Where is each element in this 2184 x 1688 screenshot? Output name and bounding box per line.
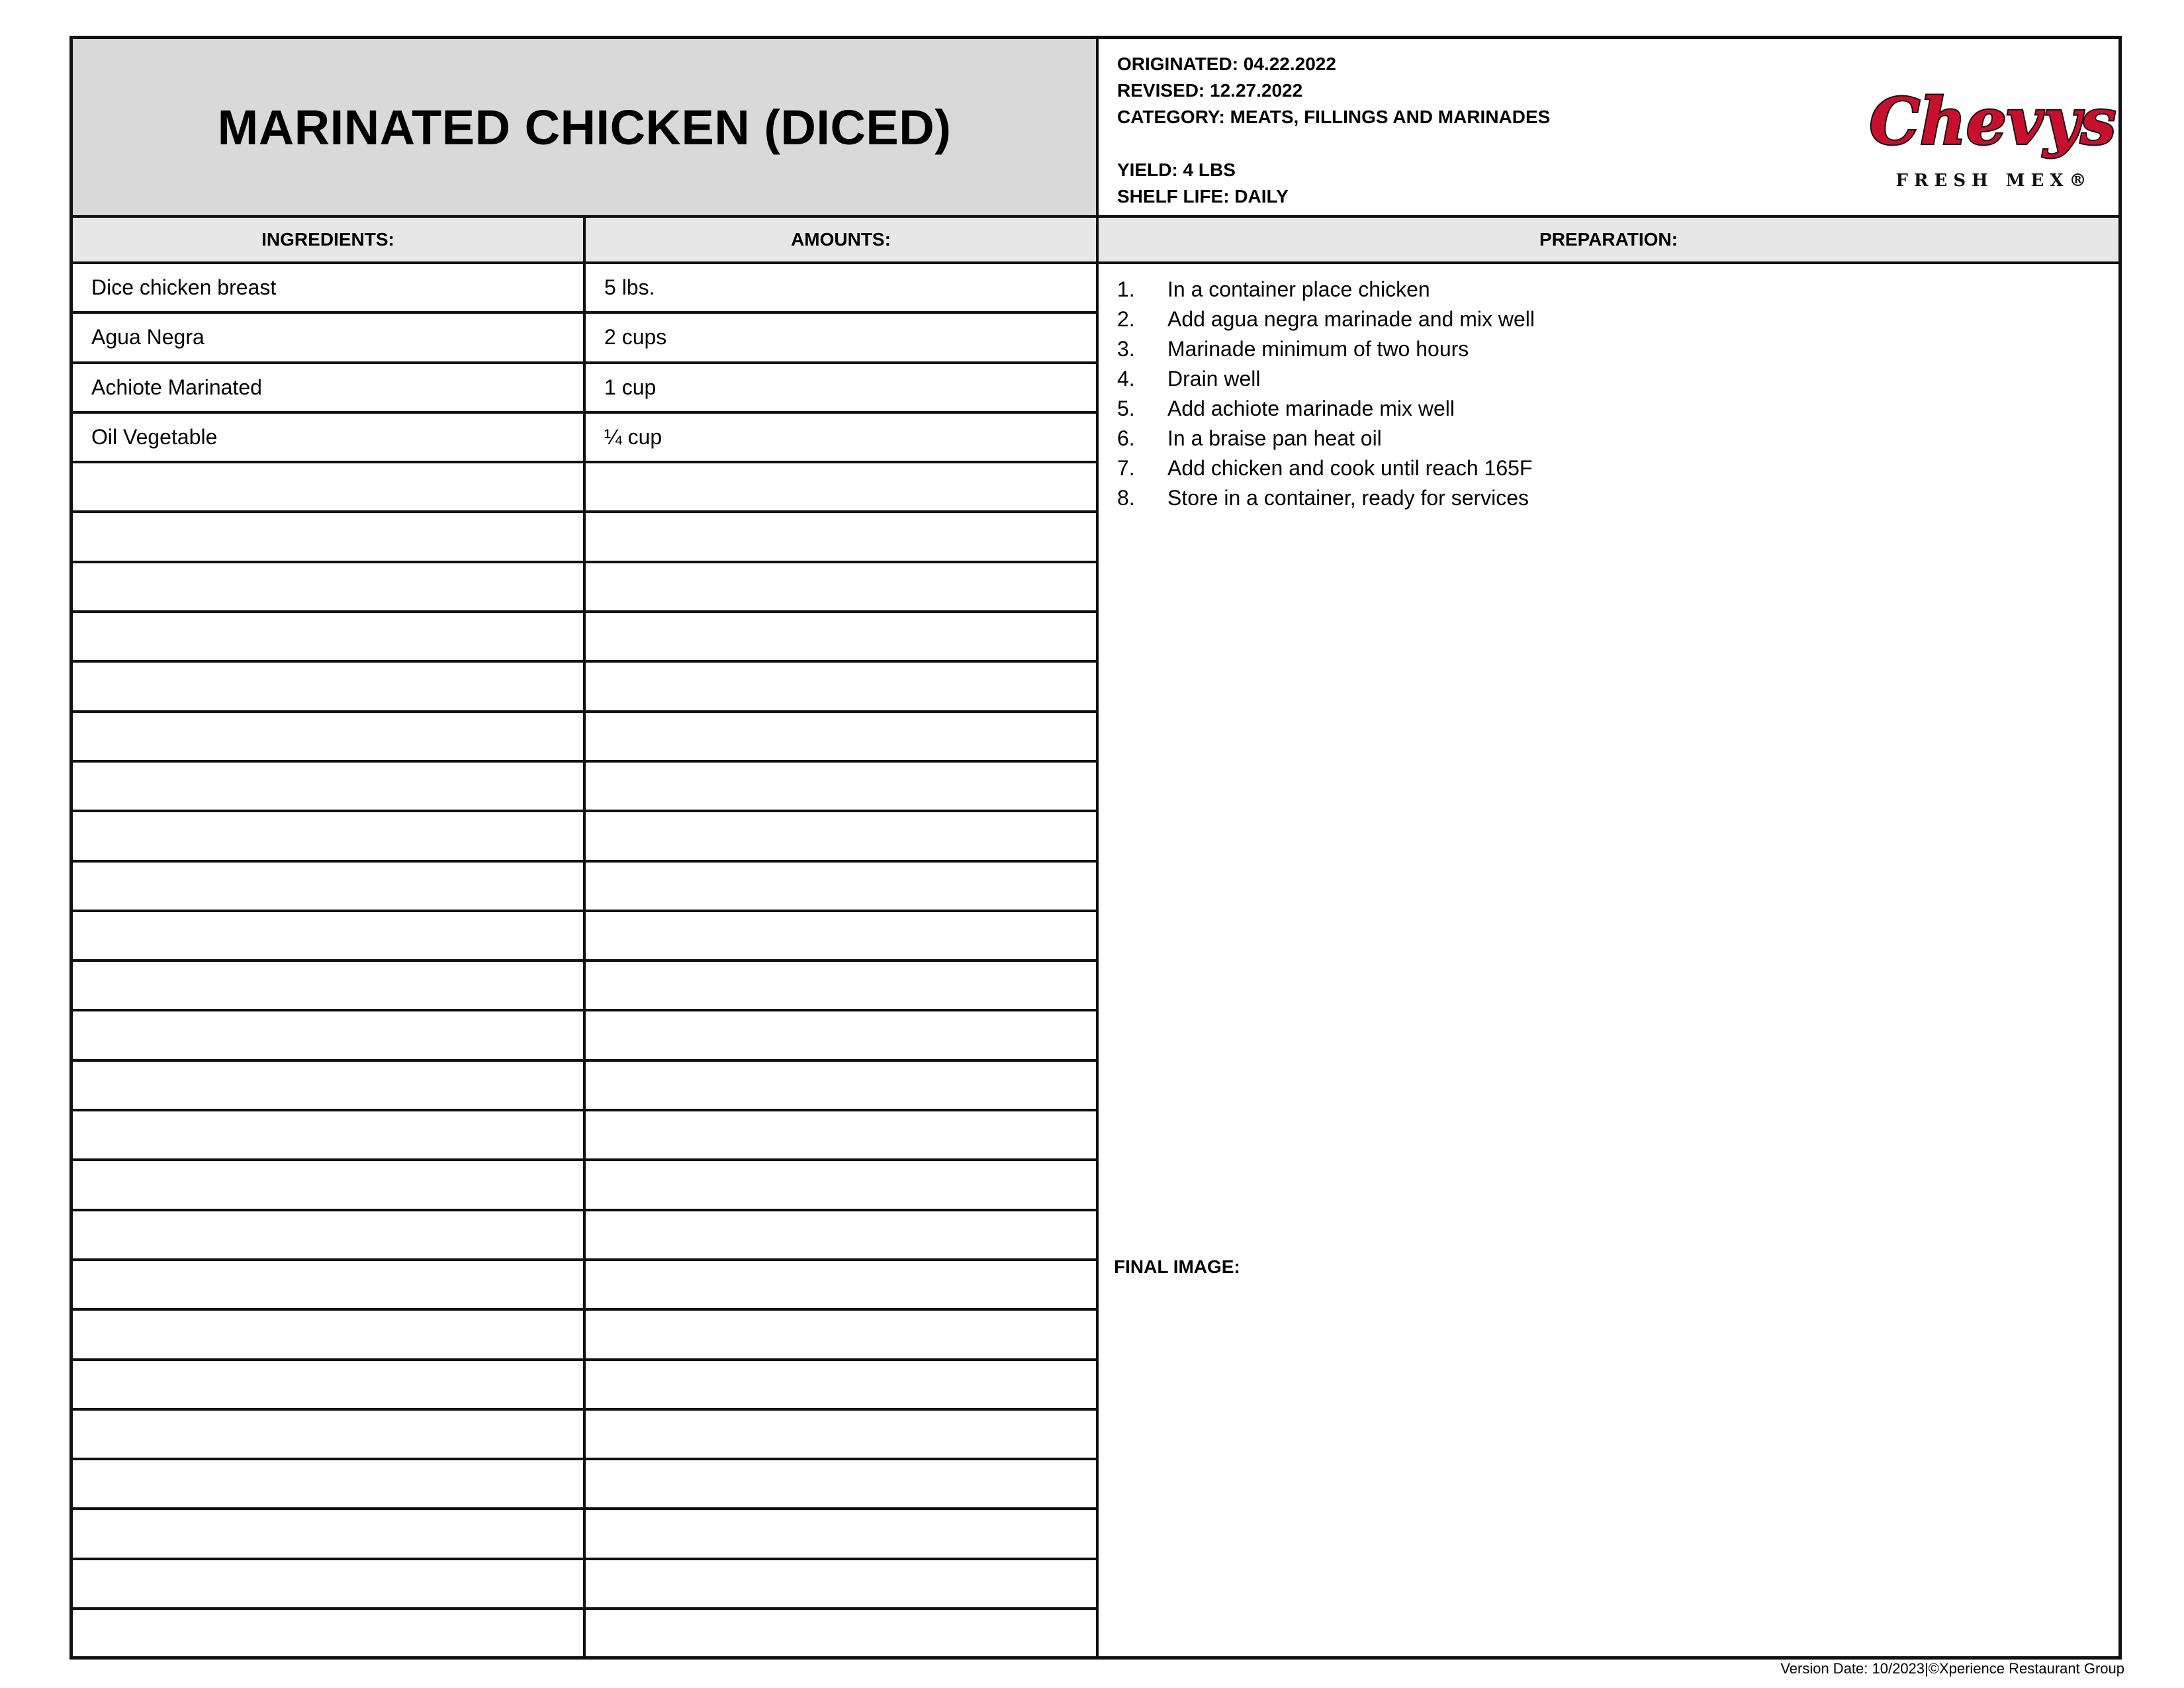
ingredient-name: [73, 763, 586, 810]
table-row: [73, 763, 1099, 812]
table-row: [73, 1361, 1099, 1411]
ingredient-amount: [586, 1361, 1099, 1408]
revised-date: REVISED: 12.27.2022: [1117, 80, 1303, 101]
ingredient-name: [73, 1011, 586, 1058]
logo-wordmark: Chevys: [1869, 84, 2116, 159]
ingredient-amount: [586, 1111, 1099, 1158]
ingredient-amount: 1 cup: [586, 364, 1099, 411]
preparation-step: [1117, 275, 2097, 305]
table-row: [73, 1610, 1099, 1660]
table-row: [73, 1460, 1099, 1510]
table-row: [73, 1261, 1099, 1311]
ingredient-amount: [586, 713, 1099, 760]
logo-tagline: FRESH MEX®: [1895, 171, 2093, 191]
preparation-header: PREPARATION:: [1099, 218, 2118, 264]
preparation-steps: [1117, 275, 2097, 513]
ingredient-name: [73, 1361, 586, 1408]
ingredient-amount: 2 cups: [586, 314, 1099, 361]
ingredient-amount: ¼ cup: [586, 414, 1099, 461]
ingredient-amount: [586, 763, 1099, 810]
amounts-header: AMOUNTS:: [586, 218, 1099, 264]
step-text: In a braise pan heat oil: [1167, 426, 1382, 450]
table-row: [73, 414, 1099, 463]
ingredient-name: [73, 1411, 586, 1458]
chevys-logo: [1869, 66, 2116, 198]
recipe-meta: [1099, 39, 2118, 218]
table-row: [73, 1560, 1099, 1610]
ingredient-name: [73, 1161, 586, 1208]
ingredient-name: [73, 663, 586, 710]
ingredient-name: [73, 613, 586, 660]
ingredient-amount: [586, 1011, 1099, 1058]
ingredients-table: [73, 264, 1099, 1660]
step-text: Add achiote marinade mix well: [1167, 397, 1455, 420]
ingredient-amount: [586, 1261, 1099, 1308]
ingredient-name: [73, 1510, 586, 1557]
table-row: [73, 364, 1099, 414]
step-number: 3.: [1117, 337, 1135, 361]
step-number: 4.: [1117, 367, 1135, 391]
step-number: 1.: [1117, 277, 1135, 301]
table-row: [73, 812, 1099, 862]
table-row: [73, 463, 1099, 513]
table-row: [73, 1311, 1099, 1360]
ingredient-name: Oil Vegetable: [73, 414, 586, 461]
ingredient-amount: [586, 1460, 1099, 1507]
title-cell: [73, 39, 1099, 218]
ingredient-name: [73, 1211, 586, 1258]
table-row: [73, 1111, 1099, 1161]
preparation-step: [1117, 424, 2097, 453]
ingredient-name: [73, 563, 586, 610]
ingredient-name: [73, 513, 586, 560]
originated-date: ORIGINATED: 04.22.2022: [1117, 54, 1336, 74]
version-footer: Version Date: 10/2023|©Xperience Restaurant Group: [1780, 1660, 2124, 1677]
preparation-step: [1117, 364, 2097, 394]
ingredient-name: [73, 1460, 586, 1507]
step-text: Drain well: [1167, 367, 1261, 391]
ingredient-amount: [586, 1211, 1099, 1258]
table-row: [73, 264, 1099, 314]
ingredient-amount: [586, 1560, 1099, 1607]
ingredient-amount: [586, 863, 1099, 910]
step-text: Add chicken and cook until reach 165F: [1167, 456, 1533, 480]
step-number: 8.: [1117, 486, 1135, 510]
preparation-step: [1117, 305, 2097, 334]
ingredient-name: [73, 1062, 586, 1109]
table-row: [73, 513, 1099, 563]
ingredient-amount: [586, 513, 1099, 560]
table-row: [73, 912, 1099, 962]
table-row: [73, 962, 1099, 1011]
ingredient-amount: [586, 613, 1099, 660]
ingredient-name: [73, 463, 586, 510]
preparation-step: [1117, 453, 2097, 483]
table-row: [73, 1062, 1099, 1111]
recipe-title: MARINATED CHICKEN (DICED): [217, 99, 952, 155]
table-row: [73, 713, 1099, 763]
step-text: In a container place chicken: [1167, 277, 1430, 301]
ingredients-header: INGREDIENTS:: [73, 218, 586, 264]
ingredient-name: [73, 713, 586, 760]
table-row: [73, 1411, 1099, 1460]
ingredient-name: [73, 1111, 586, 1158]
ingredient-amount: [586, 1161, 1099, 1208]
table-row: [73, 663, 1099, 712]
ingredient-amount: [586, 1062, 1099, 1109]
step-number: 6.: [1117, 426, 1135, 450]
ingredient-name: [73, 812, 586, 859]
ingredient-name: [73, 912, 586, 959]
ingredient-name: [73, 962, 586, 1009]
step-number: 7.: [1117, 456, 1135, 480]
ingredient-name: [73, 863, 586, 910]
table-row: [73, 563, 1099, 613]
ingredient-name: Dice chicken breast: [73, 264, 586, 311]
category: CATEGORY: MEATS, FILLINGS AND MARINADES: [1117, 107, 1551, 127]
table-row: [73, 863, 1099, 912]
preparation-step: [1117, 483, 2097, 513]
table-row: [73, 1211, 1099, 1261]
ingredient-amount: [586, 1411, 1099, 1458]
recipe-sheet: [69, 36, 2122, 1660]
step-number: 2.: [1117, 307, 1135, 331]
ingredient-amount: [586, 812, 1099, 859]
ingredient-name: [73, 1311, 586, 1358]
step-text: Marinade minimum of two hours: [1167, 337, 1469, 361]
ingredient-name: [73, 1261, 586, 1308]
yield: YIELD: 4 LBS: [1117, 160, 1236, 180]
ingredient-amount: [586, 1510, 1099, 1557]
ingredient-name: Achiote Marinated: [73, 364, 586, 411]
ingredient-name: [73, 1610, 586, 1660]
step-number: 5.: [1117, 397, 1135, 420]
table-row: [73, 1011, 1099, 1061]
ingredient-amount: [586, 563, 1099, 610]
step-text: Store in a container, ready for services: [1167, 486, 1529, 510]
step-text: Add agua negra marinade and mix well: [1167, 307, 1535, 331]
table-row: [73, 1161, 1099, 1211]
ingredient-name: Agua Negra: [73, 314, 586, 361]
shelf-life: SHELF LIFE: DAILY: [1117, 186, 1289, 207]
ingredient-amount: [586, 912, 1099, 959]
ingredient-amount: [586, 1610, 1099, 1660]
table-row: [73, 613, 1099, 663]
ingredient-amount: [586, 962, 1099, 1009]
final-image-label: FINAL IMAGE:: [1114, 1256, 1240, 1277]
ingredient-amount: [586, 1311, 1099, 1358]
ingredient-amount: [586, 663, 1099, 710]
table-row: [73, 314, 1099, 363]
ingredient-amount: [586, 463, 1099, 510]
ingredient-name: [73, 1560, 586, 1607]
table-row: [73, 1510, 1099, 1560]
preparation-step: [1117, 394, 2097, 424]
preparation-step: [1117, 334, 2097, 364]
ingredient-amount: 5 lbs.: [586, 264, 1099, 311]
